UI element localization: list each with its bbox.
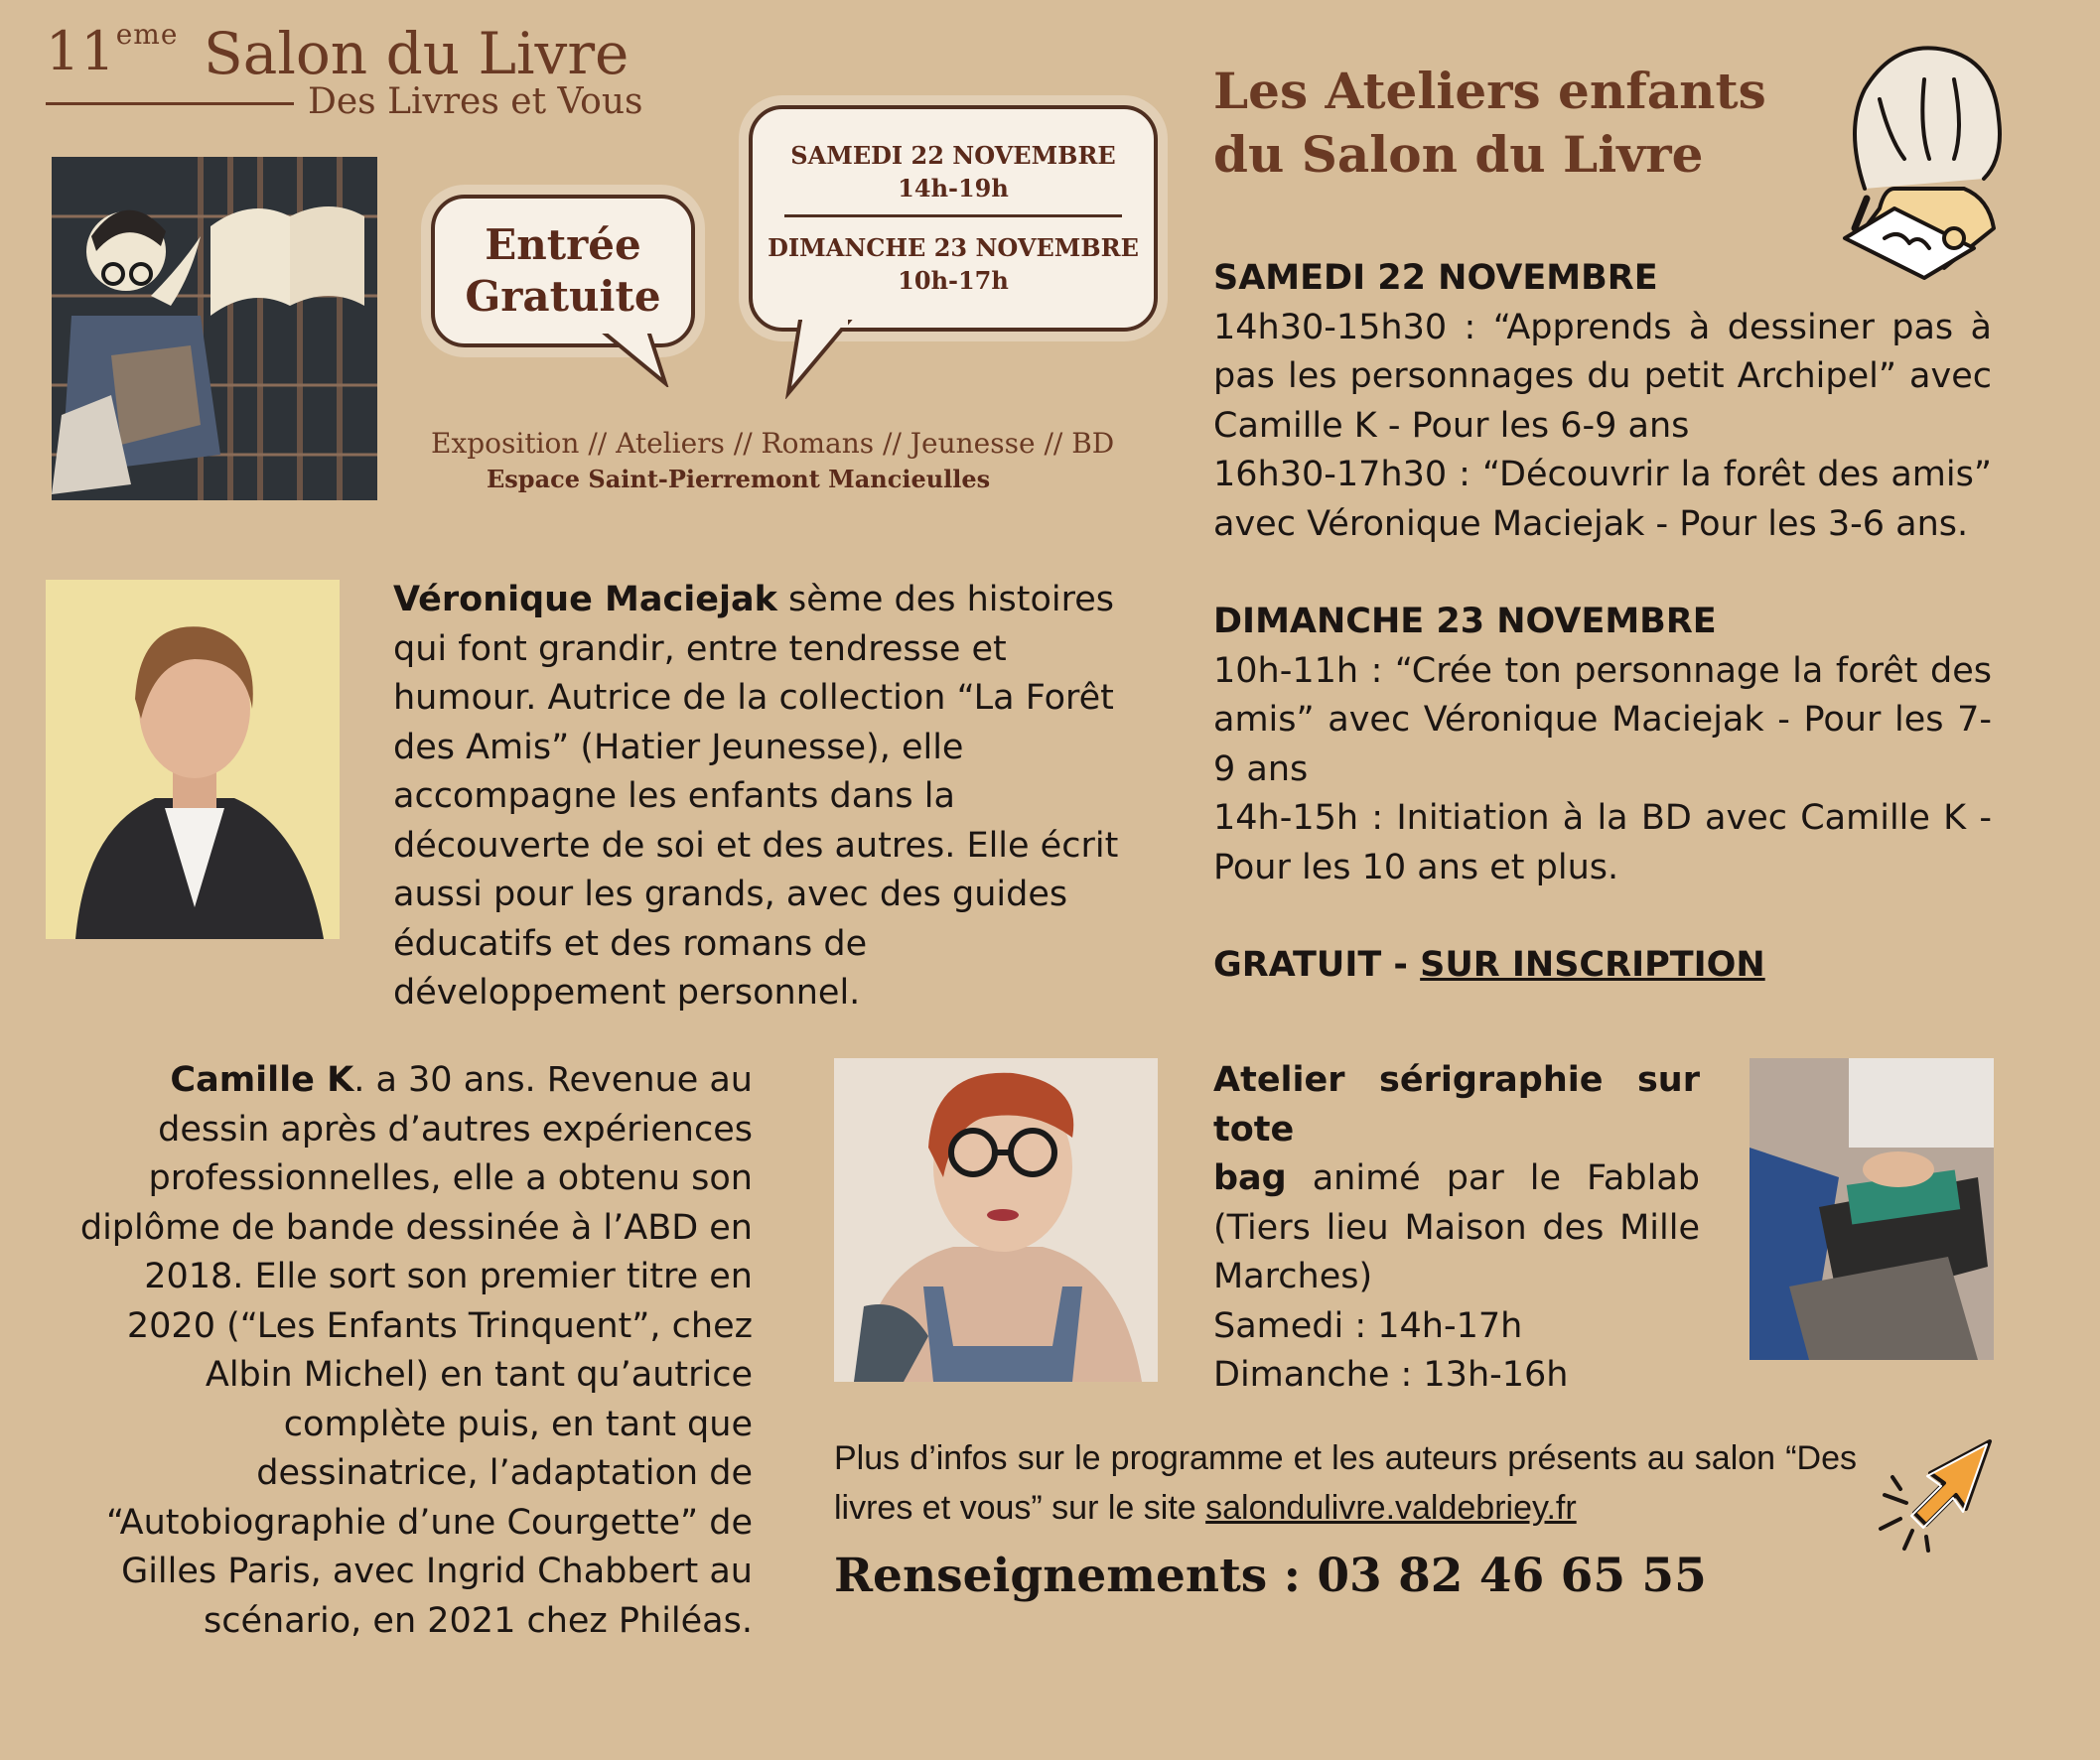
free-entry-bubble (431, 195, 695, 347)
camille-photo (834, 1058, 1158, 1382)
edition-number: 11eme (46, 18, 179, 82)
sunday-heading: DIMANCHE 23 NOVEMBRE (1213, 602, 1717, 641)
salon-name: Salon du Livre (204, 20, 630, 87)
sunday-date: DIMANCHE 23 NOVEMBRE (768, 233, 1139, 262)
child-writing-icon (1825, 40, 2024, 286)
saturday-heading: SAMEDI 22 NOVEMBRE (1213, 258, 1658, 298)
info-text (834, 1433, 1857, 1533)
free-entry-line1: Entrée (485, 220, 641, 269)
contact-phone: Renseignements : 03 82 46 65 55 (834, 1549, 1707, 1603)
cursor-click-icon (1871, 1433, 2000, 1553)
registration-link[interactable]: SUR INSCRIPTION (1420, 945, 1765, 985)
dates-bubble-tail (784, 320, 864, 399)
serigraphie-saturday: Samedi : 14h-17h (1213, 1305, 1523, 1346)
ateliers-title-line2: du Salon du Livre (1213, 125, 1704, 184)
veronique-name: Véronique Maciejak (393, 580, 777, 619)
sunday-schedule (1213, 598, 1992, 892)
entry-bubble-tail (596, 328, 675, 387)
ateliers-title-line1: Les Ateliers enfants (1213, 62, 1766, 120)
free-entry-line2: Gratuite (465, 272, 661, 321)
sunday-slot-1: 10h-11h : “Crée ton personnage la forêt des amis” avec Véronique Maciejak - Pour les 7-9 ans (1213, 650, 1992, 789)
camille-bio-text: . a 30 ans. Revenue au dessin après d’autres expériences professionnelles, elle a obtenu son diplôme de bande dessinée à l’ABD en 2018. Elle sort son premier titre en 2020 (“Les Enfants Trinquent”, chez Albin Michel) en tant qu’autrice complète puis, en tant que dessinatrice, l’adaptation de “Autobiographie d’une Courgette” de Gilles Paris, avec Ingrid Chabbert au scénario, en 2021 chez Philéas. (79, 1060, 753, 1641)
event-venue: Espace Saint-Pierremont Mancieulles (487, 465, 991, 493)
serigraphie-title-line1: Atelier sérigraphie sur tote (1213, 1060, 1700, 1150)
serigraphie-photo (1750, 1058, 1994, 1360)
registration-line (1213, 941, 1765, 991)
saturday-date: SAMEDI 22 NOVEMBRE (790, 141, 1116, 170)
logo-divider (46, 102, 294, 105)
serigraphie-description-line (1213, 1154, 1700, 1302)
free-label: GRATUIT - (1213, 945, 1421, 985)
saturday-schedule (1213, 254, 1992, 549)
ateliers-title (1213, 60, 1766, 187)
edition-suffix: eme (115, 18, 179, 51)
camille-bio (70, 1056, 753, 1646)
veronique-photo (46, 580, 340, 939)
serigraphie-sunday: Dimanche : 13h-16h (1213, 1355, 1569, 1395)
dates-bubble (749, 105, 1158, 332)
camille-name: Camille K (170, 1060, 354, 1100)
event-categories: Exposition // Ateliers // Romans // Jeunesse // BD (431, 427, 1115, 460)
sunday-hours: 10h-17h (898, 266, 1009, 295)
info-text-body: Plus d’infos sur le programme et les auteurs présents au salon “Des livres et vous” sur le site (834, 1439, 1857, 1527)
saturday-hours: 14h-19h (898, 174, 1009, 203)
serigraphie-title-line2: bag (1213, 1158, 1287, 1198)
sunday-slot-2: 14h-15h : Initiation à la BD avec Camille K - Pour les 10 ans et plus. (1213, 798, 1992, 887)
saturday-slot-2: 16h30-17h30 : “Découvrir la forêt des amis” avec Véronique Maciejak - Pour les 3-6 ans. (1213, 455, 1992, 544)
salon-subtitle: Des Livres et Vous (308, 81, 643, 122)
saturday-slot-1: 14h30-15h30 : “Apprends à dessiner pas à pas les personnages du petit Archipel” avec Camille K - Pour les 6-9 ans (1213, 307, 1992, 446)
serigraphie-description: animé par le Fablab (Tiers lieu Maison des Mille Marches) (1213, 1158, 1700, 1296)
website-link[interactable]: salondulivre.valdebriey.fr (1205, 1489, 1577, 1527)
dates-divider (784, 214, 1122, 217)
veronique-bio-text: sème des histoires qui font grandir, entre tendresse et humour. Autrice de la collection “La Forêt des Amis” (Hatier Jeunesse), elle accompagne les enfants dans la découverte de soi et des autres. Elle écrit aussi pour les grands, avec des guides éducatifs et des romans de développement personnel. (393, 580, 1119, 1013)
veronique-bio (393, 576, 1136, 1018)
serigraphie-block (1213, 1056, 1700, 1401)
reader-illustration (52, 157, 377, 500)
